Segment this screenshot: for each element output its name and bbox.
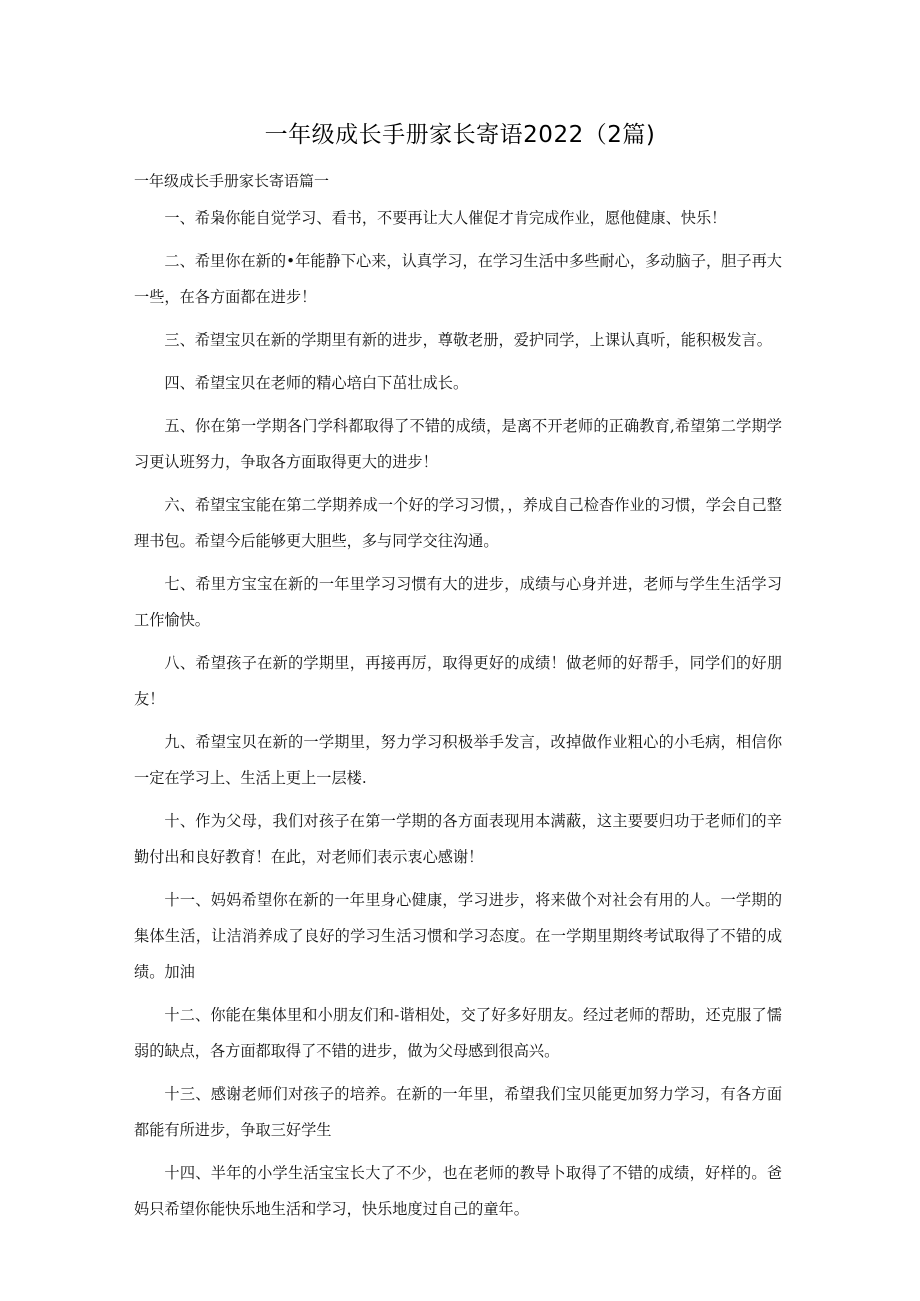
paragraph-5: 五、你在第一学期各门学科都取得了不错的成绩，是离不开老师的正确教育,希望第二学期学习更认班努力，争取各方面取得更大的进步！ — [134, 417, 782, 471]
paragraph-14: 十四、半年的小学生活宝宝长大了不少，也在老师的教导卜取得了不错的成绩，好样的。爸妈只希望你能快乐地生活和学习，快乐地度过自己的童年。 — [134, 1164, 782, 1218]
paragraph-11: 十一、妈妈希望你在新的一年里身心健康，学习进步，将来做个对社会有用的人。一学期的集体生活，让洁消养成了良好的学习生活习惯和学习态度。在一学期里期终考试取得了不错的成绩。加油 — [134, 891, 782, 981]
paragraph-12: 十二、你能在集体里和小朋友们和-谐相处，交了好多好朋友。经过老师的帮助，还克服了懦弱的缺点，各方面都取得了不错的进步，做为父母感到很高兴。 — [134, 1006, 782, 1060]
paragraph-13: 十三、感谢老师们对孩子的培养。在新的一年里，希望我们宝贝能更加努力学习，有各方面都能有所进步，争取三好学生 — [134, 1085, 782, 1139]
paragraph-1: 一、希枭你能自觉学习、看书，不要再让大人催促才肯完成作业，愿他健康、快乐！ — [164, 209, 727, 227]
paragraph-3: 三、希望宝贝在新的学期里有新的进步，尊敬老册，爱护同学，上课认真听，能积极发言。 — [164, 331, 772, 349]
paragraph-9: 九、希望宝贝在新的一学期里，努力学习积极举手发言，改掉做作业粗心的小毛病，相信你一定在学习上、生活上更上一层楼. — [134, 733, 782, 787]
paragraph-8: 八、希望孩子在新的学期里，再接再厉，取得更好的成绩！做老师的好帮手，同学们的好朋友！ — [134, 654, 782, 708]
paragraph-7: 七、希里方宝宝在新的一年里学习习惯有大的进步，成绩与心身并进，老师与学生生活学习工作愉快。 — [134, 575, 782, 629]
paragraph-4: 四、希望宝贝在老师的精心培白下茁壮成长。 — [164, 374, 469, 392]
paragraph-2: 二、希里你在新的•年能静下心来，认真学习，在学习生活中多些耐心，多动脑子，胆子再大一些，在各方面都在进步！ — [134, 252, 782, 306]
section-heading: 一年级成长手册家长寄语篇一 — [134, 172, 330, 190]
paragraph-10: 十、作为父母，我们对孩子在第一学期的各方面表现用本满蔽，这主要要归功于老师们的辛勤付出和良好教育！在此，对老师们表示衷心感谢！ — [134, 812, 782, 866]
document-body — [134, 200, 782, 1234]
paragraph-6: 六、希望宝宝能在第二学期养成一个好的学习习惯，，养成自己检杳作业的习惯，学会自己整理书包。希望今后能够更大胆些，多与同学交往沟通。 — [134, 496, 782, 550]
document-title: 一年级成长手册家长寄语2022（2篇) — [264, 122, 656, 148]
